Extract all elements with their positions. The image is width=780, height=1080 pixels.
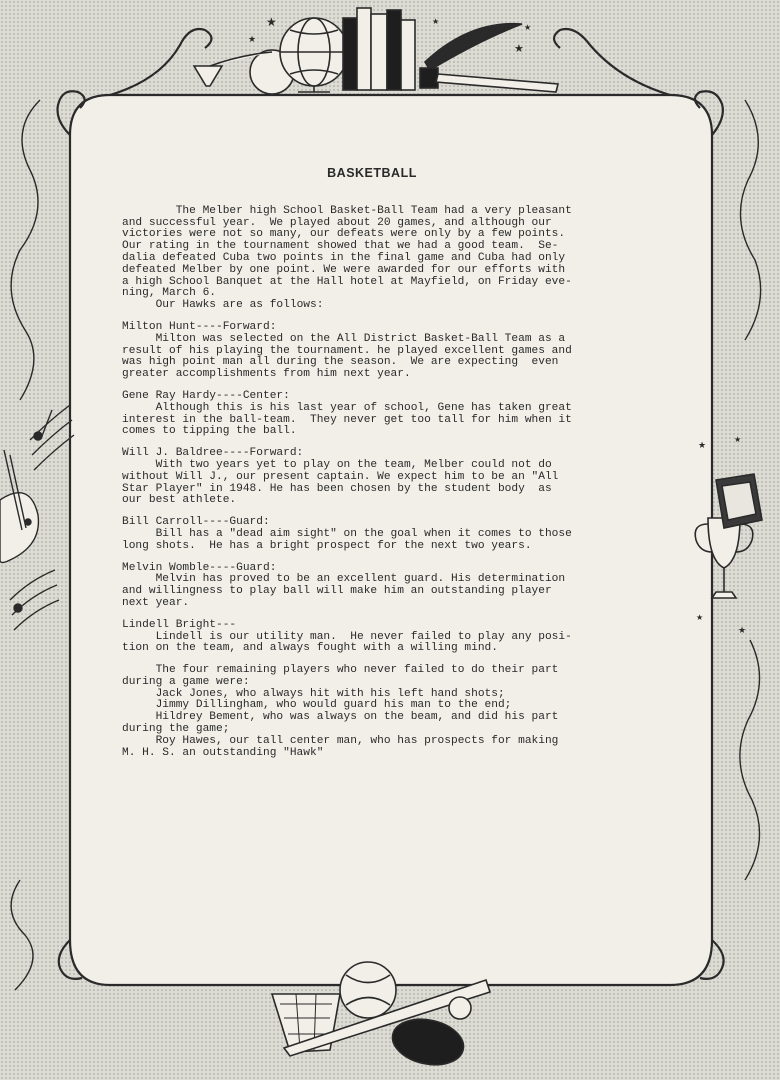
school-supplies-illustration	[194, 8, 558, 94]
svg-text:★: ★	[266, 15, 277, 29]
player-heading: Will J. Baldree----Forward:	[122, 447, 304, 460]
intro-paragraph: The Melber high School Basket-Ball Team had a very pleasant and successful year. We played about 20 games, and although our victories were not so many, our defeats were only by a few points. Our rating in the tournament showed that we had a good team. Se- dalia defeated Cuba two points in the final game and Cuba had only defeated Melber by one point. We were awarded for our efforts with a high School Banquet at the Hall hotel at Mayfield, on Friday eve- ning, March 6. Our Hawks are as follows:	[122, 204, 572, 312]
player-entry	[122, 563, 622, 610]
svg-text:★: ★	[432, 17, 440, 26]
player-description: Although this is his last year of school, Gene has taken great interest in the ball-team. They never get too tall for him when it comes to tipping the ball.	[122, 401, 572, 438]
ruler-icon	[436, 74, 558, 92]
plaque-icon	[716, 474, 762, 528]
player-entry	[122, 620, 622, 655]
player-entry	[122, 391, 622, 438]
football-icon	[388, 1013, 468, 1071]
inkwell-icon	[420, 68, 438, 88]
svg-text:★: ★	[514, 42, 524, 55]
page-title: BASKETBALL	[327, 166, 417, 180]
player-heading: Melvin Womble----Guard:	[122, 561, 277, 574]
book-icon	[343, 18, 357, 90]
player-heading: Lindell Bright---	[122, 618, 237, 631]
svg-text:★: ★	[734, 435, 742, 444]
player-heading: Milton Hunt----Forward:	[122, 320, 277, 333]
svg-text:★: ★	[698, 441, 707, 451]
svg-text:★: ★	[248, 35, 257, 45]
player-entry	[122, 448, 622, 507]
player-description: With two years yet to play on the team, Melber could not do without Will J., our present captain. We expect him to be an "All Star Player" in 1948. He has been chosen by the student body as our best athlete.	[122, 458, 559, 507]
svg-text:★: ★	[696, 613, 704, 622]
article	[122, 168, 622, 759]
funnel-icon	[194, 66, 222, 86]
svg-text:★: ★	[524, 23, 532, 32]
closing-paragraph: The four remaining players who never failed to do their part during a game were: Jack Jones, who always hit with his left hand shots; Jimmy Dillingham, who would guard his man to the end; Hildrey Bement, who was always on the beam, and did his part during the game; Roy Hawes, our tall center man, who has prospects for making M. H. S. an outstanding "Hawk"	[122, 664, 559, 759]
baseball-icon	[340, 962, 396, 1018]
quill-icon	[425, 24, 522, 70]
player-description: Melvin has proved to be an excellent guard. His determination and willingness to play ball will make him an outstanding player next year.	[122, 573, 566, 609]
svg-text:★: ★	[738, 626, 747, 636]
player-heading: Gene Ray Hardy----Center:	[122, 389, 290, 402]
player-description: Bill has a "dead aim sight" on the goal when it comes to those long shots. He has a bright prospect for the next two years.	[122, 527, 572, 552]
player-entry	[122, 322, 622, 381]
player-description: Milton was selected on the All District Basket-Ball Team as a result of his playing the tournament. he played excellent games and was high point man all during the season. We are expecting even greater accomplishments from him next year.	[122, 332, 572, 381]
player-entry	[122, 517, 622, 552]
paint-palette-icon	[0, 450, 38, 563]
player-heading: Bill Carroll----Guard:	[122, 516, 270, 529]
player-description: Lindell is our utility man. He never failed to play any posi- tion on the team, and always fought with a willing mind.	[122, 630, 572, 655]
